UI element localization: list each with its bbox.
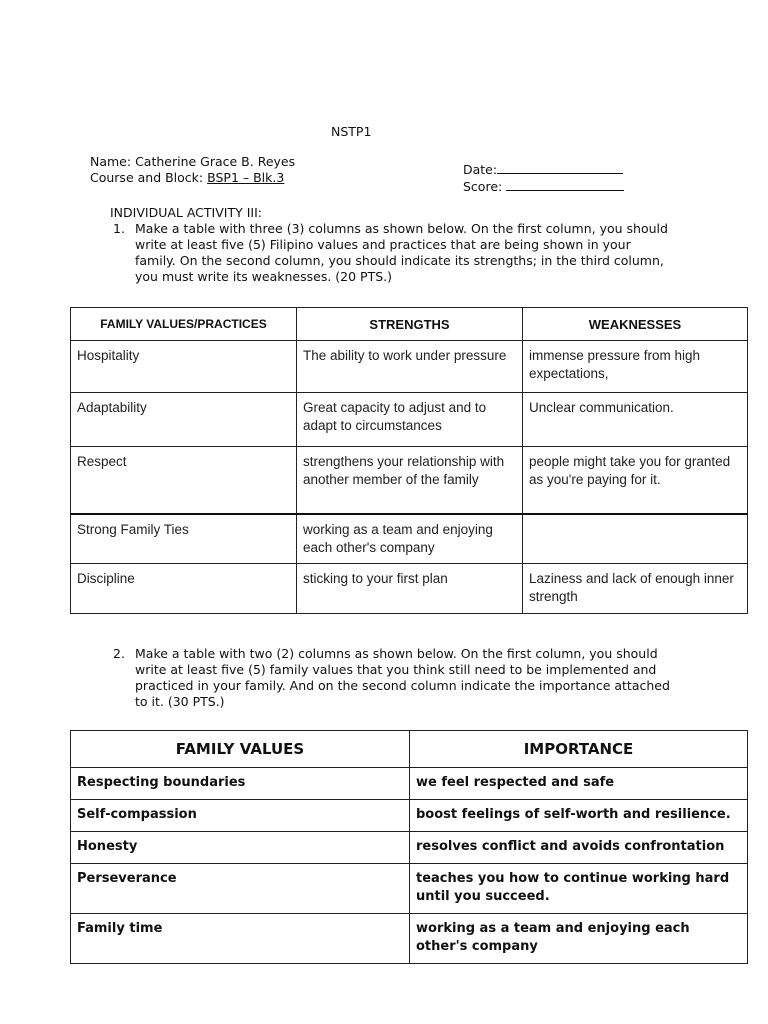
activity-heading: INDIVIDUAL ACTIVITY III: — [110, 205, 262, 220]
score-blank — [506, 178, 624, 191]
name-value: Catherine Grace B. Reyes — [135, 154, 296, 169]
table-cell: Discipline — [71, 564, 297, 614]
table-cell: people might take you for granted as you're paying for it. — [523, 447, 748, 514]
table-cell: working as a team and enjoying each other's company — [297, 514, 523, 564]
instruction-1 — [113, 221, 673, 285]
table-cell: immense pressure from high expectations, — [523, 341, 748, 393]
table-cell: Perseverance — [71, 864, 410, 914]
table-row — [71, 341, 748, 393]
table-cell: sticking to your first plan — [297, 564, 523, 614]
instruction-2-number: 2. — [113, 646, 125, 661]
date-score-block — [463, 161, 624, 195]
table-cell: Hospitality — [71, 341, 297, 393]
course-title: NSTP1 — [331, 124, 372, 139]
table-cell: Laziness and lack of enough inner strength — [523, 564, 748, 614]
score-label: Score: — [463, 179, 507, 194]
table-row — [71, 768, 748, 800]
table-cell: Respect — [71, 447, 297, 514]
table-cell: Adaptability — [71, 393, 297, 447]
score-line — [463, 178, 624, 195]
table-cell: Self-compassion — [71, 800, 410, 832]
course-block-line — [90, 170, 295, 186]
table-cell: resolves conflict and avoids confrontation — [410, 832, 748, 864]
table-row — [71, 832, 748, 864]
date-blank — [497, 161, 623, 174]
column-header: IMPORTANCE — [410, 731, 748, 768]
date-label: Date: — [463, 162, 498, 177]
family-values-importance-table — [70, 730, 748, 964]
table-cell: Unclear communication. — [523, 393, 748, 447]
instruction-2 — [113, 646, 673, 710]
student-info — [90, 154, 295, 186]
table-cell: Strong Family Ties — [71, 514, 297, 564]
name-label: Name: — [90, 154, 136, 169]
table-cell: we feel respected and safe — [410, 768, 748, 800]
table-cell: boost feelings of self-worth and resilience. — [410, 800, 748, 832]
table-row — [71, 514, 748, 564]
instruction-1-text: Make a table with three (3) columns as shown below. On the first column, you should write at least five (5) Filipino values and practices that are being shown in your family. On the second column, you should indicate its strengths; in the third column, you must write its weaknesses. (20 PTS.) — [135, 221, 668, 284]
table-cell: teaches you how to continue working hard until you succeed. — [410, 864, 748, 914]
name-line — [90, 154, 295, 170]
course-block-label: Course and Block: — [90, 170, 208, 185]
column-header: WEAKNESSES — [523, 308, 748, 341]
table-cell: Honesty — [71, 832, 410, 864]
table-cell — [523, 514, 748, 564]
column-header: FAMILY VALUES — [71, 731, 410, 768]
table-row — [71, 564, 748, 614]
table-cell: Great capacity to adjust and to adapt to circumstances — [297, 393, 523, 447]
date-line — [463, 161, 624, 178]
table-header-row — [71, 308, 748, 341]
instruction-1-number: 1. — [113, 221, 125, 236]
table-cell: Respecting boundaries — [71, 768, 410, 800]
table-cell: working as a team and enjoying each other's company — [410, 914, 748, 964]
table-row — [71, 393, 748, 447]
table-row — [71, 800, 748, 832]
table-row — [71, 914, 748, 964]
table-row — [71, 864, 748, 914]
table-row — [71, 447, 748, 514]
table-header-row — [71, 731, 748, 768]
instruction-2-text: Make a table with two (2) columns as shown below. On the first column, you should write at least five (5) family values that you think still need to be implemented and practiced in your family. And on the second column indicate the importance attached to it. (30 PTS.) — [135, 646, 670, 709]
table-cell: strengthens your relationship with another member of the family — [297, 447, 523, 514]
table-cell: Family time — [71, 914, 410, 964]
column-header: STRENGTHS — [297, 308, 523, 341]
course-block-value: BSP1 – Blk.3 — [207, 170, 285, 185]
values-strengths-weaknesses-table — [70, 307, 748, 614]
column-header: FAMILY VALUES/PRACTICES — [71, 308, 297, 341]
table-cell: The ability to work under pressure — [297, 341, 523, 393]
